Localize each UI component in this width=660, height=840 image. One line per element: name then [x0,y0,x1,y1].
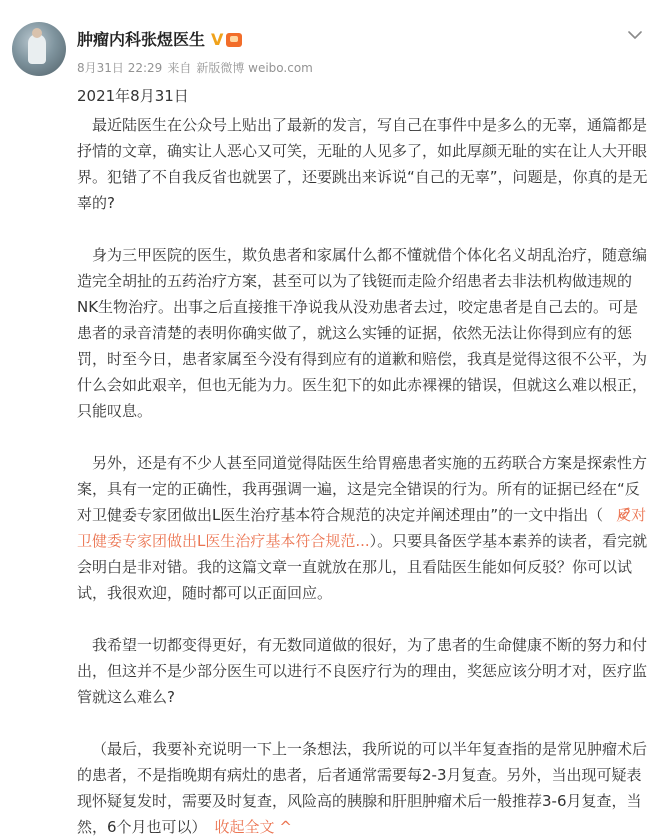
post-header [0,0,660,84]
avatar-head [32,28,42,38]
avatar[interactable] [12,22,66,76]
paragraph-5-text: （最后，我要补充说明一下上一条想法，我所说的可以半年复查指的是常见肿瘤术后的患者，不是指晚期有病灶的患者，后者通常需要每2-3月复查。另外，当出现可疑表现怀疑复发时，需要及时复查，风险高的胰腺和肝胆肿瘤术后一般推荐3-6月复查，当然，6个月也可以） [77,740,648,836]
post-date: 2021年8月31日 [77,87,189,105]
author-name-row [77,30,242,50]
verified-icon[interactable]: V [211,30,224,49]
source-prefix: 来自 [167,61,192,75]
paragraph-1: 最近陆医生在公众号上贴出了最新的发言，写自己在事件中是多么的无辜，通篇都是抒情的文章，确实让人恶心又可笑，无耻的人见多了，如此厚颜无耻的实在让人大开眼界。犯错了不自我反省也就罢了，还要跳出来诉说“自己的无辜”，问题是，你真的是无辜的? [77,116,648,212]
collapse-button[interactable]: 收起全文 ^ [214,818,292,836]
paragraph-3-text-after: ）。只要具备医学基本素养的读者，看完就会明白是非对错。我的这篇文章一直就放在那儿，且看陆医生能如何反驳？你可以试试，我很欢迎，随时都可以正面回应。 [77,532,648,602]
post-source[interactable]: 新版微博 weibo.com [196,61,313,75]
post-meta [77,60,318,76]
post-time[interactable]: 8月31日 22:29 [77,61,163,75]
paragraph-3 [77,450,649,606]
vip-badge-icon[interactable] [226,33,242,47]
paragraph-3-text-before: 另外，还是有不少人甚至同道觉得陆医生给胃癌患者实施的五药联合方案是探索性方案，具有一定的正确性，我再强调一遍，这是完全错误的行为。所有的证据已经在“反对卫健委专家团做出L医生治疗基本符合规范的决定并阐述理由”的一文中指出（ [77,454,648,524]
paragraph-4: 我希望一切都变得更好，有无数同道做的很好，为了患者的生命健康不断的努力和付出，但这并不是少部分医生可以进行不良医疗行为的理由，奖惩应该分明才对，医疗监管就这么难么? [77,636,648,706]
author-name[interactable]: 肿瘤内科张煜医生 [77,30,206,49]
article-link-label[interactable]: 反对卫健委专家团做出L医生治疗基本符合规范... [77,506,647,550]
avatar-figure [28,34,46,64]
paragraph-2: 身为三甲医院的医生，欺负患者和家属什么都不懂就借个体化名义胡乱治疗，随意编造完全胡扯的五药治疗方案，甚至可以为了钱铤而走险介绍患者去非法机构做违规的NK生物治疗。出事之后直接推干净说我从没劝患者去过，咬定患者是自己去的。可是患者的录音清楚的表明你确实做了，就这么实锤的证据，依然无法让你得到应有的惩罚，时至今日，患者家属至今没有得到应有的道歉和赔偿，我真是觉得这很不公平，为什么会如此艰辛，但也无能为力。医生犯下的如此赤裸裸的错误，但就这么难以根正，只能叹息。 [77,246,648,420]
chevron-down-icon[interactable] [626,26,644,44]
post-content [77,112,649,840]
link-chain-icon [603,502,616,528]
paragraph-5 [77,736,649,840]
